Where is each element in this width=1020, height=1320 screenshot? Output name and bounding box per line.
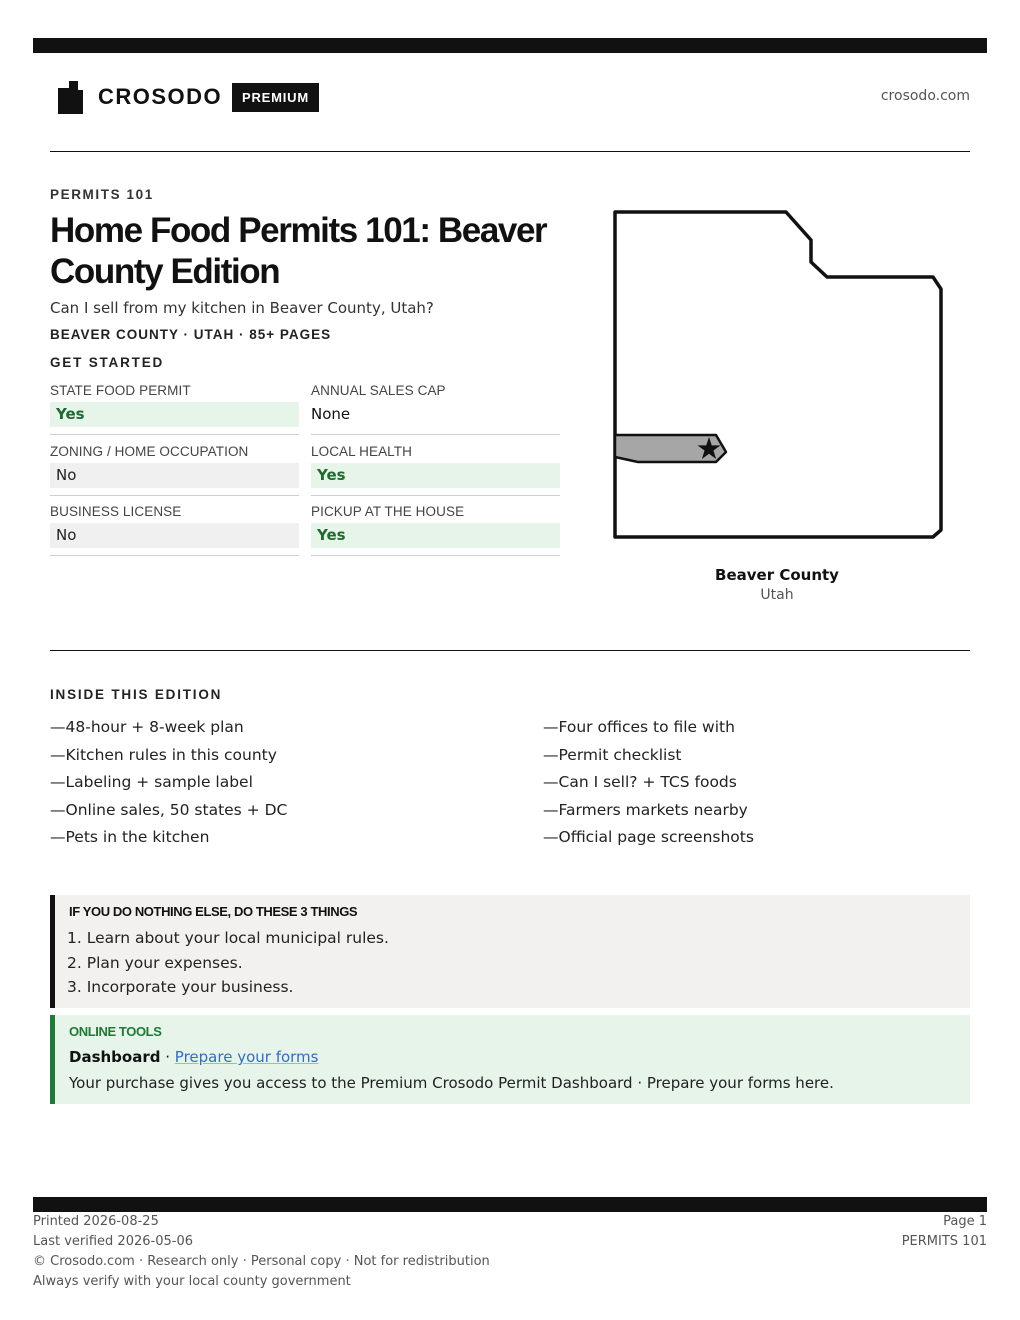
footer-right [902,1212,987,1252]
brand-header [50,78,970,118]
printed-date: Printed 2026-08-25 [33,1214,159,1229]
fact-pickup-at-house [311,504,560,556]
list-item: —Can I sell? + TCS foods [543,773,737,792]
premium-badge: PREMIUM [232,83,319,112]
inside-edition-heading: INSIDE THIS EDITION [50,687,223,702]
prepare-forms-link[interactable]: Prepare your forms [174,1048,319,1066]
section-divider [50,650,970,651]
fact-local-health [311,444,560,496]
steps-list [67,926,389,1000]
section-name: PERMITS 101 [901,1234,987,1249]
fact-zoning-home-occupation [50,444,299,496]
fact-label: BUSINESS LICENSE [50,504,182,519]
page-title: Home Food Permits 101: Beaver County Edition [50,211,547,291]
online-tools-callout [50,1015,970,1104]
list-item: —Four offices to file with [543,718,735,736]
copyright: © Crosodo.com · Research only · Personal copy · Not for redistribution [33,1254,490,1269]
fact-value: None [311,405,351,423]
fact-state-food-permit [50,383,299,435]
map-county-name: Beaver County [715,566,839,584]
list-item: —Farmers markets nearby [543,800,748,819]
must-do-callout [50,895,970,1008]
page-subtitle: Can I sell from my kitchen in Beaver County, Utah? [50,299,434,317]
fact-value: Yes [50,402,299,427]
top-bar [33,38,987,53]
list-item: 1. Learn about your local municipal rules. [67,929,389,947]
fact-label: LOCAL HEALTH [311,444,412,459]
callout-title: ONLINE TOOLS [69,1024,162,1039]
list-item: —48-hour + 8-week plan [50,718,244,736]
site-url[interactable]: crosodo.com [880,88,970,104]
list-item: —Online sales, 50 states + DC [50,800,288,819]
separator: · [160,1048,175,1066]
list-item: 3. Incorporate your business. [67,978,294,996]
list-item: —Official page screenshots [543,828,754,847]
footer-left [33,1212,490,1292]
fact-value: No [50,523,299,548]
fact-label: ZONING / HOME OCCUPATION [50,444,249,459]
header-divider [50,151,970,152]
tools-line [69,1048,318,1066]
fact-label: STATE FOOD PERMIT [50,383,191,398]
contents-list-left [50,714,490,852]
get-started-heading: GET STARTED [50,355,165,370]
contents-list-right [543,714,983,852]
list-item: —Labeling + sample label [50,773,253,792]
kicker: PERMITS 101 [50,187,154,202]
fact-value: Yes [311,463,560,488]
verified-date: Last verified 2026-05-06 [33,1234,193,1249]
state-outline [615,212,941,537]
fact-label: ANNUAL SALES CAP [311,383,446,398]
list-item: —Pets in the kitchen [50,828,210,847]
dashboard-label: Dashboard [69,1048,161,1066]
fact-label: PICKUP AT THE HOUSE [311,504,465,519]
fact-value: No [50,463,299,488]
county-location-map [608,205,948,545]
edition-meta: BEAVER COUNTY · UTAH · 85+ PAGES [50,327,332,342]
fact-annual-sales-cap [311,383,560,435]
list-item: —Permit checklist [543,745,682,764]
list-item: 2. Plan your expenses. [67,953,243,972]
map-state-name: Utah [760,587,794,603]
page-number: Page 1 [943,1214,987,1229]
brand-name[interactable]: CROSODO [98,84,223,109]
fact-business-license [50,504,299,556]
callout-title: IF YOU DO NOTHING ELSE, DO THESE 3 THINGS [69,904,358,919]
fact-value: Yes [311,523,560,548]
utah-state-icon [56,80,84,114]
tools-description: Your purchase gives you access to the Premium Crosodo Permit Dashboard · Prepare your forms here. [69,1074,834,1092]
footer-bar [33,1197,987,1212]
disclaimer: Always verify with your local county government [33,1274,351,1289]
list-item: —Kitchen rules in this county [50,745,277,764]
